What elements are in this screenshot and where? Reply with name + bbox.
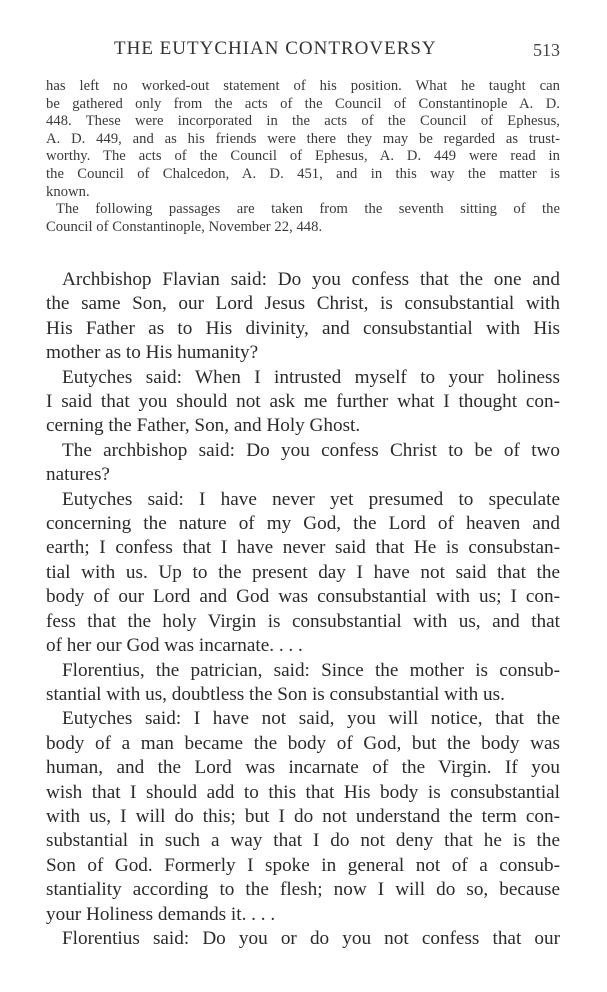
text-line: Eutyches said: I have not said, you will notice, that the xyxy=(62,708,560,730)
text-line: concerning the nature of my God, the Lord of heaven and xyxy=(46,513,560,535)
intro-paragraph xyxy=(46,78,560,201)
text-line: Florentius said: Do you or do you not confess that our xyxy=(62,927,560,949)
text-line: the Council of Chalcedon, A. D. 451, and in this way the matter is xyxy=(46,165,560,182)
text-line: with us, I will do this; but I do not understand the term con- xyxy=(46,805,560,827)
text-line: The archbishop said: Do you confess Christ to be of two xyxy=(62,439,560,461)
text-line: be gathered only from the acts of the Council of Constantinople A. D. xyxy=(46,95,560,112)
text-line: I said that you should not ask me further what I thought con- xyxy=(46,391,560,413)
running-title: THE EUTYCHIAN CONTROVERSY xyxy=(114,38,437,59)
text-line: The following passages are taken from the seventh sitting of the xyxy=(56,201,560,218)
text-line: body of our Lord and God was consubstantial with us; I con- xyxy=(46,586,560,608)
paragraph xyxy=(46,268,560,366)
text-line: has left no worked-out statement of his position. What he taught can xyxy=(46,78,560,94)
text-line: His Father as to His divinity, and consubstantial with His xyxy=(46,317,560,339)
text-line: Florentius, the patrician, said: Since the mother is consub- xyxy=(62,659,560,681)
page-header xyxy=(46,38,560,64)
text-line: Son of God. Formerly I spoke in general not of a consub- xyxy=(46,854,560,876)
text-line: human, and the Lord was incarnate of the Virgin. If you xyxy=(46,757,560,779)
text-line: stantiality according to the flesh; now I will do so, because xyxy=(46,879,560,901)
intro-note xyxy=(46,78,560,236)
text-line: fess that the holy Virgin is consubstantial with us, and that xyxy=(46,610,560,632)
intro-paragraph xyxy=(46,201,560,236)
paragraph xyxy=(46,488,560,659)
text-line: 448. These were incorporated in the acts of the Council of Ephesus, xyxy=(46,113,560,130)
text-line: known. xyxy=(46,183,90,200)
main-text xyxy=(46,268,560,951)
text-line: tial with us. Up to the present day I have not said that the xyxy=(46,561,560,583)
text-line: Eutyches said: When I intrusted myself to your holiness xyxy=(62,366,560,388)
text-line: the same Son, our Lord Jesus Christ, is consubstantial with xyxy=(46,293,560,315)
paragraph xyxy=(46,927,560,951)
text-line: earth; I confess that I have never said that He is consubstan- xyxy=(46,537,560,559)
paragraph xyxy=(46,439,560,488)
text-line: stantial with us, doubtless the Son is consubstantial with us. xyxy=(46,683,505,705)
text-line: worthy. The acts of the Council of Ephesus, A. D. 449 were read in xyxy=(46,148,560,165)
paragraph xyxy=(46,659,560,708)
text-line: mother as to His humanity? xyxy=(46,342,259,364)
text-line: natures? xyxy=(46,464,110,486)
text-line: your Holiness demands it. . . . xyxy=(46,903,276,925)
text-line: body of a man became the body of God, but the body was xyxy=(46,732,560,754)
text-line: cerning the Father, Son, and Holy Ghost. xyxy=(46,415,361,437)
paragraph xyxy=(46,366,560,439)
paragraph xyxy=(46,707,560,927)
text-line: wish that I should add to this that His body is consubstantial xyxy=(46,781,560,803)
text-line: of her our God was incarnate. . . . xyxy=(46,635,303,657)
text-line: Archbishop Flavian said: Do you confess that the one and xyxy=(62,269,560,290)
text-line: A. D. 449, and as his friends were there they may be regarded as trust- xyxy=(46,130,560,147)
text-line: Council of Constantinople, November 22, 448. xyxy=(46,218,323,235)
page-number: 513 xyxy=(533,40,560,60)
text-line: Eutyches said: I have never yet presumed to speculate xyxy=(62,488,560,510)
text-line: substantial in such a way that I do not deny that he is the xyxy=(46,830,560,852)
